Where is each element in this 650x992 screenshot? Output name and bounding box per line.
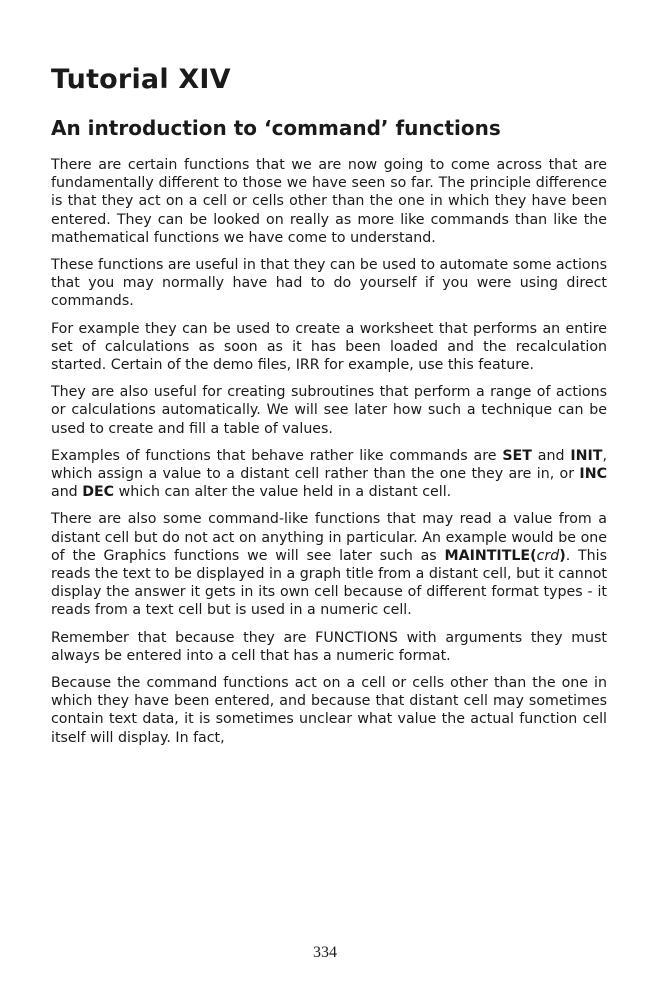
- paragraph: They are also useful for creating subroutines that perform a range of actions or calculations automatically. We will see later how such a technique can be used to create and fill a table of values.: [51, 384, 607, 437]
- paragraph: These functions are useful in that they can be used to automate some actions that you may normally have had to do yourself if you were using direct commands.: [51, 257, 607, 310]
- paragraph: [51, 447, 607, 502]
- text-run: and: [51, 484, 83, 501]
- text-run: , which assign a value to a distant cell rather than the one they are in, or: [51, 447, 607, 483]
- text-run: which can alter the value held in a distant cell.: [114, 484, 452, 501]
- text-run: and: [531, 447, 571, 464]
- page-title: Tutorial XIV: [51, 64, 231, 95]
- keyword-maintitle: MAINTITLE(: [444, 547, 537, 564]
- text-run: Examples of functions that behave rather like commands are: [51, 447, 503, 464]
- paragraph: For example they can be used to create a worksheet that performs an entire set of calculations as soon as it has been loaded and the recalculation started. Certain of the demo files, IRR for example, use this feature.: [51, 320, 607, 374]
- keyword-inc: INC: [579, 466, 607, 483]
- paragraph: There are certain functions that we are now going to come across that are fundamentally different to those we have seen so far. The principle difference is that they act on a cell or cells other than the one in which they have been entered. They can be looked on really as more like commands than like the mathematical functions we have come to understand.: [51, 157, 607, 246]
- paragraph: Because the command functions act on a cell or cells other than the one in which they have been entered, and because that distant cell may sometimes contain text data, it is sometimes unclear what value the actual function cell itself will display. In fact,: [51, 675, 607, 746]
- paragraph: Remember that because they are FUNCTIONS with arguments they must always be entered into a cell that has a numeric format.: [51, 629, 607, 664]
- body-text: [51, 156, 607, 756]
- keyword-set: SET: [502, 447, 532, 464]
- section-subtitle: An introduction to ‘command’ functions: [51, 116, 501, 140]
- text-run: . This reads the text to be displayed in a graph title from a distant cell, but it cannot display the answer it gets in its own cell because of different format types - it reads from a text cell but is used in a numeric cell.: [51, 547, 608, 619]
- keyword-close-paren: ): [559, 547, 566, 564]
- keyword-init: INIT: [570, 447, 603, 464]
- argument-crd: crd: [536, 547, 560, 564]
- paragraph: [51, 510, 607, 619]
- keyword-dec: DEC: [82, 484, 115, 501]
- text-run: There are also some command-like functions that may read a value from a distant cell but do not act on anything in particular. An example would be one of the Graphics functions we will see later such as: [51, 511, 607, 564]
- page-number: 334: [313, 944, 337, 961]
